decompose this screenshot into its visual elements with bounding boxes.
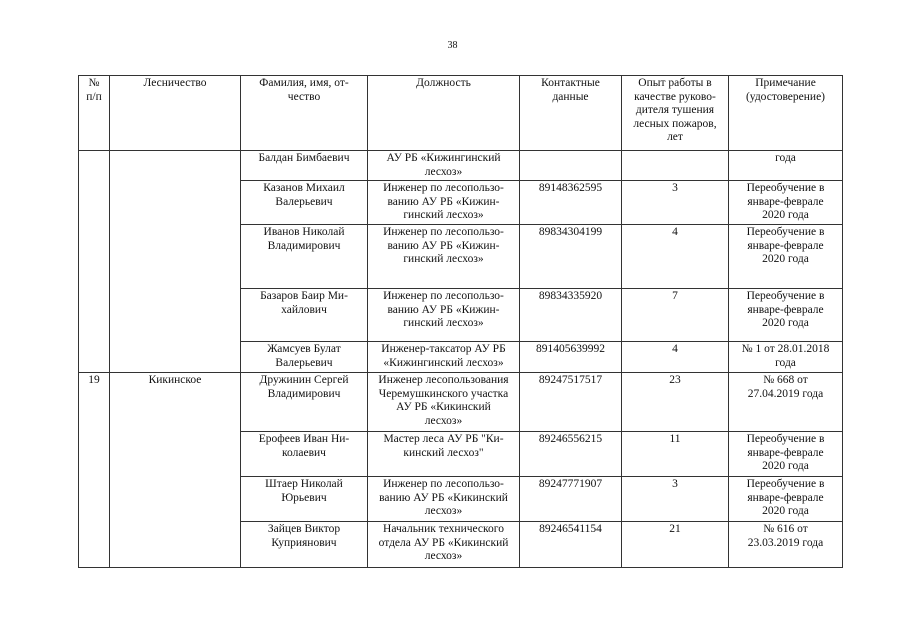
cell-phone: 891405639992 [520, 342, 622, 373]
cell-phone: 89246541154 [520, 522, 622, 568]
header-contacts: Контактные данные [520, 76, 622, 151]
header-fio: Фамилия, имя, от- чество [241, 76, 368, 151]
cell-position: Мастер леса АУ РБ "Ки- кинский лесхоз" [368, 432, 520, 477]
cell-note: Переобучение в январе-феврале 2020 года [729, 225, 843, 289]
cell-experience: 11 [622, 432, 729, 477]
cell-note: № 1 от 28.01.2018 года [729, 342, 843, 373]
cell-note: № 616 от 23.03.2019 года [729, 522, 843, 568]
cell-fio: Иванов Николай Владимирович [241, 225, 368, 289]
cell-experience [622, 151, 729, 181]
cell-experience: 7 [622, 289, 729, 342]
cell-phone: 89246556215 [520, 432, 622, 477]
cell-fio: Жамсуев Булат Валерьевич [241, 342, 368, 373]
cell-phone: 89148362595 [520, 181, 622, 225]
cell-note: Переобучение в январе-феврале 2020 года [729, 289, 843, 342]
cell-fio: Балдан Бимбаевич [241, 151, 368, 181]
cell-position: Инженер по лесопользо- ванию АУ РБ «Кижин- гинский лесхоз» [368, 181, 520, 225]
page-number: 38 [447, 40, 458, 51]
cell-note: Переобучение в январе-феврале 2020 года [729, 432, 843, 477]
cell-position: АУ РБ «Кижингинский лесхоз» [368, 151, 520, 181]
header-experience: Опыт работы в качестве руково- дителя тушения лесных пожаров, лет [622, 76, 729, 151]
cell-fio: Ерофеев Иван Ни- колаевич [241, 432, 368, 477]
cell-forestry: Кикинское [110, 373, 241, 568]
table-row [79, 373, 843, 432]
cell-experience: 4 [622, 225, 729, 289]
cell-position: Начальник технического отдела АУ РБ «Кикинский лесхоз» [368, 522, 520, 568]
cell-experience: 23 [622, 373, 729, 432]
header-num: № п/п [79, 76, 110, 151]
cell-note: Переобучение в январе-феврале 2020 года [729, 477, 843, 522]
table-row [79, 151, 843, 181]
cell-experience: 21 [622, 522, 729, 568]
cell-num: 19 [79, 373, 110, 568]
cell-phone: 89834335920 [520, 289, 622, 342]
cell-fio: Базаров Баир Ми- хайлович [241, 289, 368, 342]
cell-fio: Зайцев Виктор Куприянович [241, 522, 368, 568]
cell-forestry [110, 151, 241, 373]
header-position: Должность [368, 76, 520, 151]
header-note: Примечание (удостоверение) [729, 76, 843, 151]
cell-note: года [729, 151, 843, 181]
cell-fio: Казанов Михаил Валерьевич [241, 181, 368, 225]
header-forestry: Лесничество [110, 76, 241, 151]
cell-position: Инженер по лесопользо- ванию АУ РБ «Кижин- гинский лесхоз» [368, 225, 520, 289]
cell-phone: 89247771907 [520, 477, 622, 522]
cell-phone [520, 151, 622, 181]
forestry-staff-table [78, 75, 843, 568]
cell-fio: Штаер Николай Юрьевич [241, 477, 368, 522]
cell-position: Инженер по лесопользо- ванию АУ РБ «Кижин- гинский лесхоз» [368, 289, 520, 342]
cell-fio: Дружинин Сергей Владимирович [241, 373, 368, 432]
cell-position: Инженер-таксатор АУ РБ «Кижингинский лесхоз» [368, 342, 520, 373]
table-header-row [79, 76, 843, 151]
cell-note: Переобучение в январе-феврале 2020 года [729, 181, 843, 225]
cell-position: Инженер по лесопользо- ванию АУ РБ «Кикинский лесхоз» [368, 477, 520, 522]
cell-position: Инженер лесопользования Черемушкинского участка АУ РБ «Кикинский лесхоз» [368, 373, 520, 432]
cell-experience: 3 [622, 477, 729, 522]
cell-experience: 4 [622, 342, 729, 373]
cell-note: № 668 от 27.04.2019 года [729, 373, 843, 432]
cell-num [79, 151, 110, 373]
cell-phone: 89247517517 [520, 373, 622, 432]
cell-experience: 3 [622, 181, 729, 225]
cell-phone: 89834304199 [520, 225, 622, 289]
